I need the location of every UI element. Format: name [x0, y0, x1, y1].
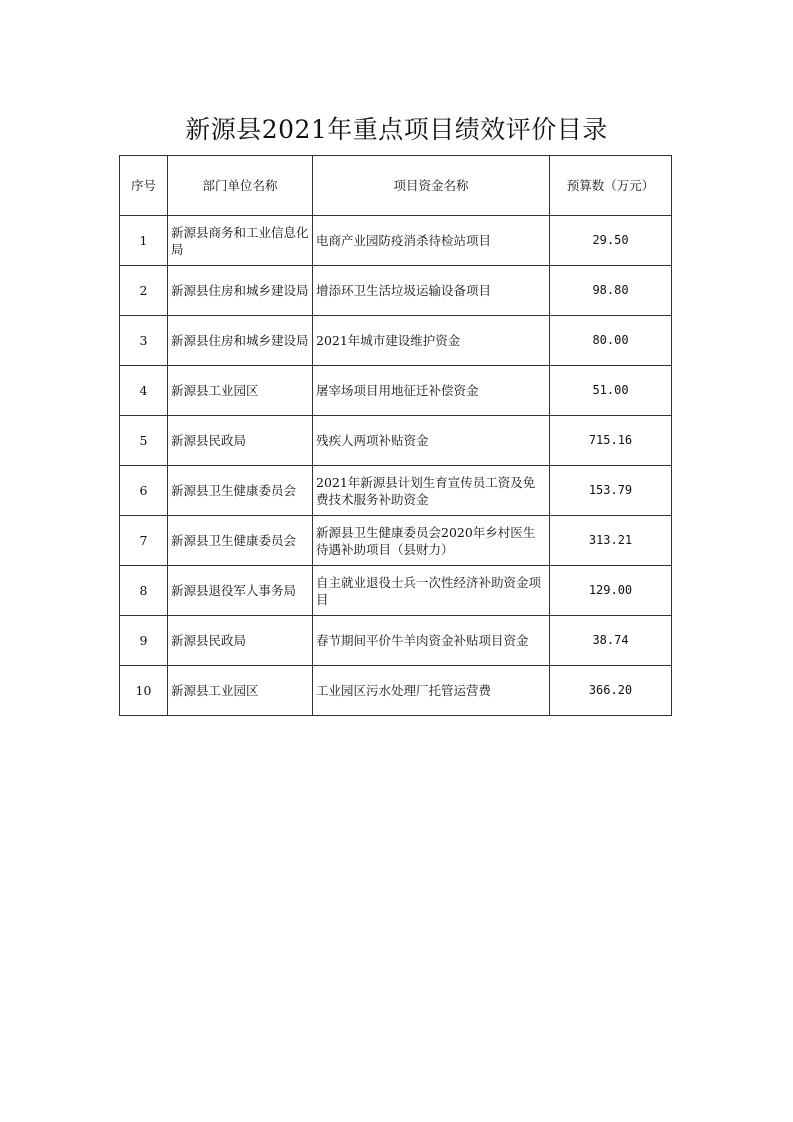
row-budget: 715.16	[550, 416, 672, 466]
table-row	[120, 566, 672, 616]
table-row	[120, 366, 672, 416]
header-budget: 预算数（万元）	[550, 156, 672, 216]
row-project: 电商产业园防疫消杀待检站项目	[313, 216, 550, 266]
row-project: 新源县卫生健康委员会2020年乡村医生待遇补助项目（县财力）	[313, 516, 550, 566]
row-budget: 98.80	[550, 266, 672, 316]
row-budget: 313.21	[550, 516, 672, 566]
table-header-row	[120, 156, 672, 216]
row-no: 6	[120, 466, 168, 516]
row-dept: 新源县住房和城乡建设局	[168, 266, 313, 316]
row-no: 7	[120, 516, 168, 566]
row-dept: 新源县退役军人事务局	[168, 566, 313, 616]
table-row	[120, 666, 672, 716]
row-dept: 新源县卫生健康委员会	[168, 516, 313, 566]
row-project: 2021年新源县计划生育宣传员工资及免费技术服务补助资金	[313, 466, 550, 516]
table-row	[120, 216, 672, 266]
row-budget: 366.20	[550, 666, 672, 716]
row-no: 3	[120, 316, 168, 366]
row-budget: 80.00	[550, 316, 672, 366]
row-project: 屠宰场项目用地征迁补偿资金	[313, 366, 550, 416]
row-no: 9	[120, 616, 168, 666]
row-no: 10	[120, 666, 168, 716]
row-dept: 新源县工业园区	[168, 366, 313, 416]
row-budget: 153.79	[550, 466, 672, 516]
row-no: 8	[120, 566, 168, 616]
row-no: 1	[120, 216, 168, 266]
row-budget: 29.50	[550, 216, 672, 266]
row-dept: 新源县卫生健康委员会	[168, 466, 313, 516]
row-dept: 新源县民政局	[168, 416, 313, 466]
row-project: 工业园区污水处理厂托管运营费	[313, 666, 550, 716]
table-row	[120, 316, 672, 366]
table-row	[120, 466, 672, 516]
document-title: 新源县2021年重点项目绩效评价目录	[185, 115, 608, 144]
row-project: 春节期间平价牛羊肉资金补贴项目资金	[313, 616, 550, 666]
header-dept: 部门单位名称	[168, 156, 313, 216]
project-catalog-table	[119, 155, 672, 716]
table-row	[120, 266, 672, 316]
row-dept: 新源县工业园区	[168, 666, 313, 716]
row-project: 增添环卫生活垃圾运输设备项目	[313, 266, 550, 316]
row-project: 残疾人两项补贴资金	[313, 416, 550, 466]
row-no: 4	[120, 366, 168, 416]
row-project: 2021年城市建设维护资金	[313, 316, 550, 366]
row-budget: 129.00	[550, 566, 672, 616]
row-budget: 38.74	[550, 616, 672, 666]
header-no: 序号	[120, 156, 168, 216]
table-row	[120, 516, 672, 566]
table-row	[120, 616, 672, 666]
row-project: 自主就业退役士兵一次性经济补助资金项目	[313, 566, 550, 616]
row-dept: 新源县住房和城乡建设局	[168, 316, 313, 366]
row-no: 5	[120, 416, 168, 466]
row-no: 2	[120, 266, 168, 316]
row-budget: 51.00	[550, 366, 672, 416]
row-dept: 新源县民政局	[168, 616, 313, 666]
header-project: 项目资金名称	[313, 156, 550, 216]
row-dept: 新源县商务和工业信息化局	[168, 216, 313, 266]
table-row	[120, 416, 672, 466]
